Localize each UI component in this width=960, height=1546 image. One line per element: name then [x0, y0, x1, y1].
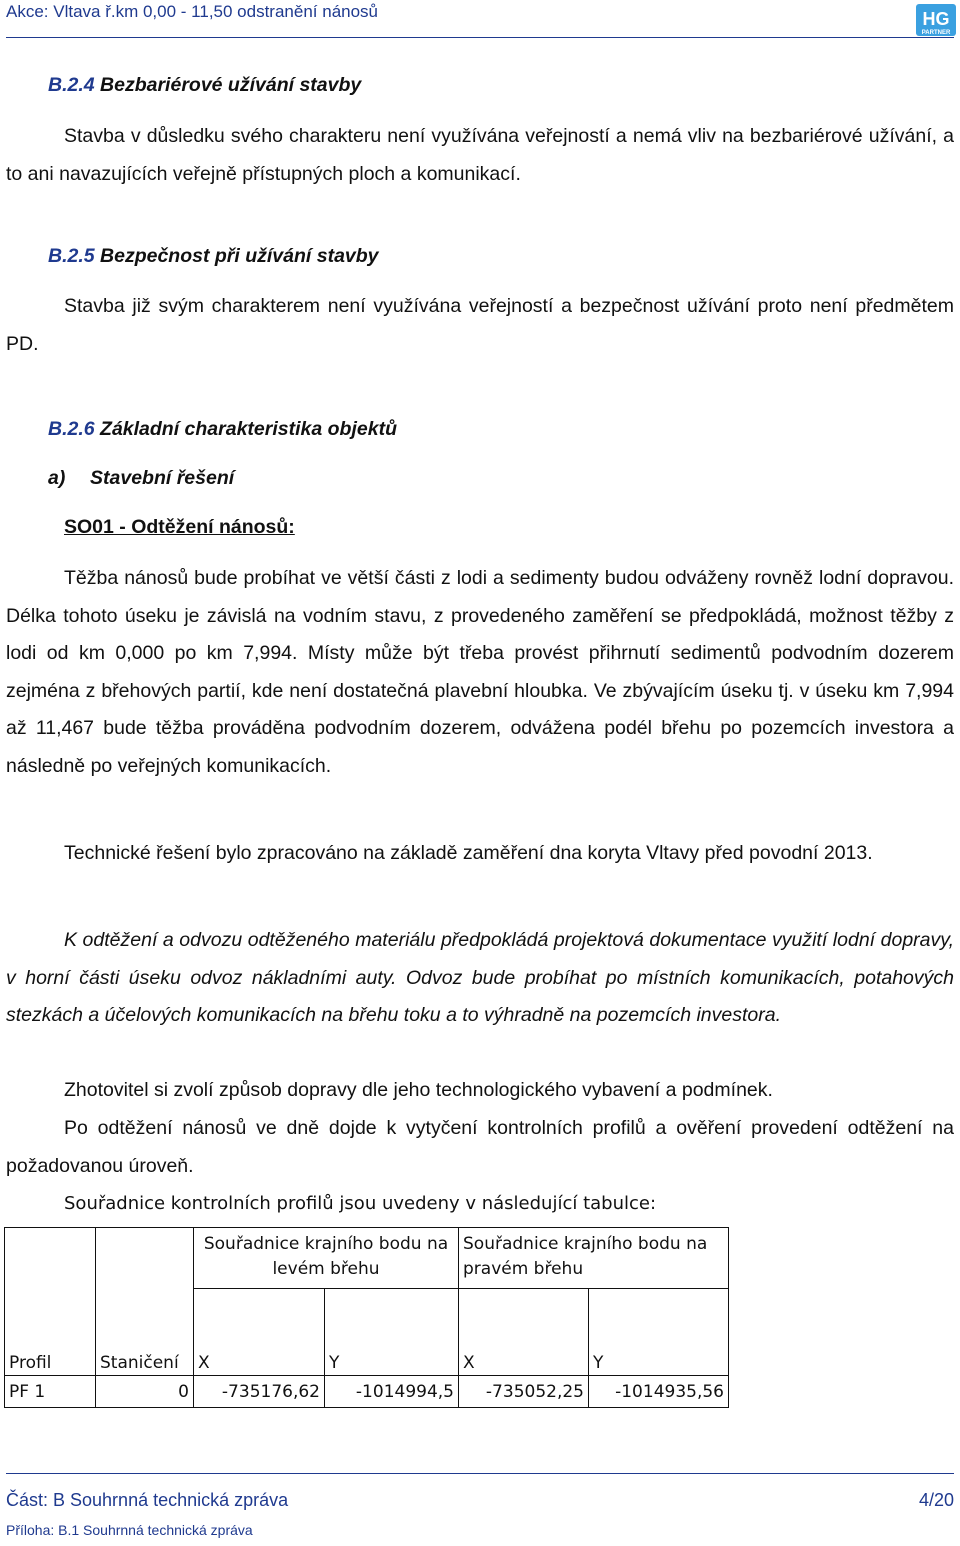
- table-cell: -1014935,56: [589, 1376, 729, 1408]
- subsection-label: a): [48, 467, 66, 489]
- column-header: Staničení: [96, 1342, 194, 1376]
- section-b24-text: Stavba v důsledku svého charakteru není využívána veřejností a nemá vliv na bezbariérové užívání, a to ani navazujících veřejně přístupných ploch a komunikací.: [6, 125, 954, 185]
- table-spacer-row: [5, 1289, 729, 1343]
- svg-text:PARTNER: PARTNER: [921, 30, 951, 36]
- table-group-header-row: [5, 1228, 729, 1289]
- hg-partner-logo: [916, 4, 956, 36]
- section-heading-b25: [48, 245, 379, 268]
- section-number: B.2.5: [48, 245, 95, 267]
- object-title: SO01 - Odtěžení nánosů:: [64, 516, 295, 538]
- paragraph-control-profiles: Po odtěžení nánosů ve dně dojde k vytyčení kontrolních profilů a ověření provedení odtěžení na požadovanou úroveň.: [6, 1117, 954, 1177]
- group-header-left-bank: Souřadnice krajního bodu na levém břehu: [194, 1228, 459, 1289]
- header-divider: [6, 37, 954, 38]
- table-cell: 0: [96, 1376, 194, 1408]
- svg-text:HG: HG: [922, 9, 950, 29]
- section-title: Bezbariérové užívání stavby: [100, 74, 362, 96]
- subsection-title: Stavební řešení: [90, 467, 235, 489]
- paragraph-table-intro: Souřadnice kontrolních profilů jsou uvedeny v následující tabulce:: [64, 1193, 657, 1214]
- column-header: X: [459, 1342, 589, 1376]
- table-row: [5, 1376, 729, 1408]
- section-number: B.2.6: [48, 418, 95, 440]
- paragraph-contractor: Zhotovitel si zvolí způsob dopravy dle jeho technologického vybavení a podmínek.: [64, 1079, 773, 1101]
- table-cell: -735176,62: [194, 1376, 325, 1408]
- footer-attachment: Příloha: B.1 Souhrnná technická zpráva: [6, 1522, 253, 1538]
- column-header: Y: [589, 1342, 729, 1376]
- column-header: X: [194, 1342, 325, 1376]
- footer-part: Část: B Souhrnná technická zpráva: [6, 1490, 289, 1510]
- section-number: B.2.4: [48, 74, 95, 96]
- section-title: Základní charakteristika objektů: [100, 418, 397, 440]
- document-header-title: Akce: Vltava ř.km 0,00 - 11,50 odstranění nánosů: [6, 2, 379, 21]
- paragraph-technical-solution: Technické řešení bylo zpracováno na základě zaměření dna koryta Vltavy před povodní 2013.: [64, 842, 873, 864]
- section-heading-b26: [48, 418, 397, 441]
- table-cell: PF 1: [5, 1376, 96, 1408]
- footer-divider: [6, 1473, 954, 1474]
- column-header: Y: [325, 1342, 459, 1376]
- section-title: Bezpečnost při užívání stavby: [100, 245, 379, 267]
- table-cell: -735052,25: [459, 1376, 589, 1408]
- group-header-right-bank: Souřadnice krajního bodu na pravém břehu: [459, 1228, 729, 1289]
- paragraph-transport: K odtěžení a odvozu odtěženého materiálu předpokládá projektová dokumentace využití lodní dopravy, v horní části úseku odvoz nákladními auty. Odvoz bude probíhat po místních komunikacích, potahových stezkách a účelových komunikacích na břehu toku a to výhradně na pozemcích investora.: [6, 929, 954, 1026]
- subsection-heading: [48, 467, 234, 490]
- paragraph-mining: Těžba nánosů bude probíhat ve větší části z lodi a sedimenty budou odváženy rovněž lodní dopravou. Délka tohoto úseku je závislá na vodním stavu, z provedeného zaměření se předpokládá, možnost těžby z lodi od km 0,000 po km 7,994. Místy může být třeba provést přihrnutí sedimentů podvodním dozerem zejména z břehových partií, kde není dostatečná plavební hloubka. Ve zbývajícím úseku tj. v úseku km 7,994 až 11,467 bude těžba prováděna podvodním dozerem, odvážena podél břehu po pozemcích investora a následně po veřejných komunikacích.: [6, 567, 954, 777]
- section-b25-text: Stavba již svým charakterem není využívána veřejností a bezpečnost užívání proto není předmětem PD.: [6, 295, 954, 355]
- page-number: 4/20: [918, 1490, 954, 1510]
- coordinates-table: [4, 1227, 729, 1408]
- table-header-row: [5, 1342, 729, 1376]
- section-heading-b24: [48, 74, 361, 97]
- table-cell: -1014994,5: [325, 1376, 459, 1408]
- column-header: Profil: [5, 1342, 96, 1376]
